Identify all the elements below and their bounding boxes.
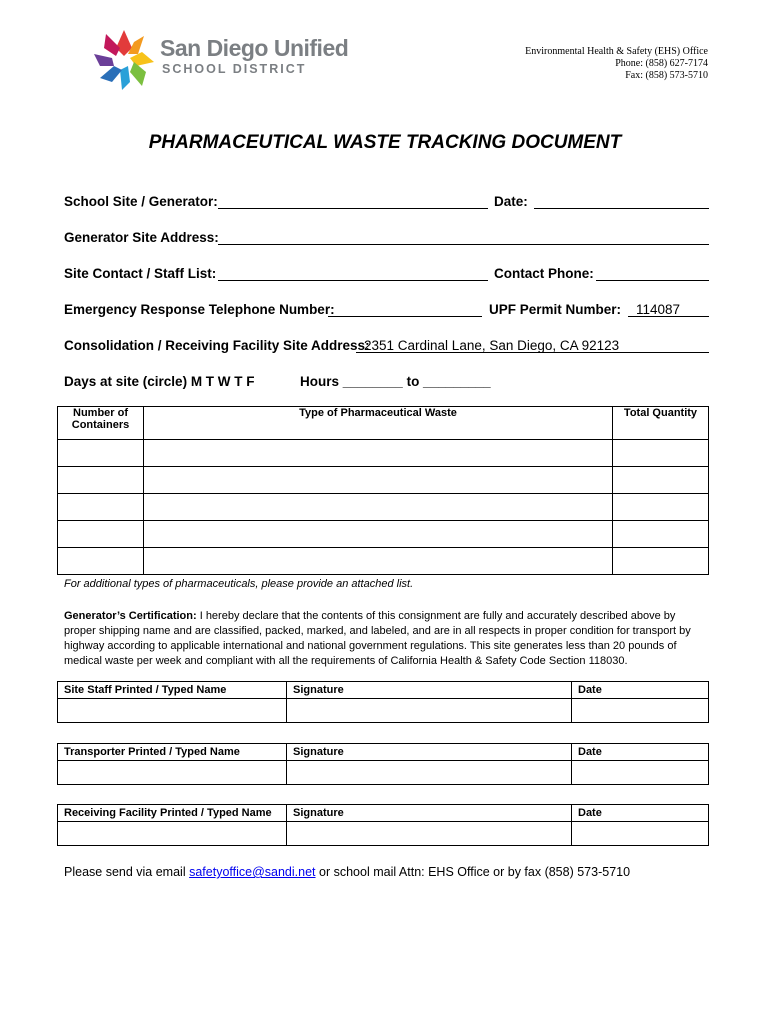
receiving-signature-field[interactable] <box>287 822 572 846</box>
receiving-signature-header: Signature <box>287 805 572 822</box>
site-contact-label: Site Contact / Staff List: <box>64 266 217 281</box>
certification-text: I hereby declare that the contents of this consignment are fully and accurately described above by proper shipping name and are classified, packed, marked, and labeled, and are in all respects in proper condition for transport by highway according to applicable international and national government regulations. This site generates less than 20 pounds of medical waste per week and compliant with all the requirements of California Health & Safety Code Section 118030. <box>64 610 691 667</box>
additional-note: For additional types of pharmaceuticals, please provide an attached list. <box>64 578 414 590</box>
office-phone: Phone: (858) 627-7174 <box>615 58 708 69</box>
emergency-phone-field[interactable] <box>328 316 482 317</box>
transporter-signature-header: Signature <box>287 744 572 761</box>
transporter-signature-table <box>57 743 709 785</box>
site-staff-date-field[interactable] <box>572 699 709 723</box>
table-row[interactable] <box>58 440 709 467</box>
school-site-field[interactable] <box>218 208 488 209</box>
school-site-label: School Site / Generator: <box>64 194 218 209</box>
site-contact-field[interactable] <box>218 280 488 281</box>
site-staff-signature-field[interactable] <box>287 699 572 723</box>
address-label: Generator Site Address: <box>64 230 219 245</box>
transporter-signature-field[interactable] <box>287 761 572 785</box>
footer-suffix: or school mail Attn: EHS Office or by fax (858) 573-5710 <box>319 865 631 879</box>
receiving-name-header: Receiving Facility Printed / Typed Name <box>58 805 287 822</box>
address-field[interactable] <box>218 244 709 245</box>
date-field[interactable] <box>534 208 709 209</box>
footer-prefix: Please send via email <box>64 865 186 879</box>
site-staff-signature-header: Signature <box>287 682 572 699</box>
transporter-name-field[interactable] <box>58 761 287 785</box>
receiving-date-field[interactable] <box>572 822 709 846</box>
transporter-date-header: Date <box>572 744 709 761</box>
office-name: Environmental Health & Safety (EHS) Office <box>525 46 708 57</box>
receiving-date-header: Date <box>572 805 709 822</box>
table-row[interactable] <box>58 548 709 575</box>
site-staff-signature-table <box>57 681 709 723</box>
footer-instructions <box>64 865 630 879</box>
col-number-containers: Number of Containers <box>58 407 144 440</box>
table-row[interactable] <box>58 494 709 521</box>
generator-certification <box>64 609 704 669</box>
table-row[interactable] <box>58 521 709 548</box>
site-staff-date-header: Date <box>572 682 709 699</box>
receiving-name-field[interactable] <box>58 822 287 846</box>
waste-table <box>57 406 709 575</box>
office-contact <box>525 46 708 82</box>
upf-permit-label: UPF Permit Number: <box>489 302 622 317</box>
contact-phone-field[interactable] <box>596 280 709 281</box>
date-label: Date: <box>494 194 528 209</box>
org-name: San Diego Unified <box>160 35 349 61</box>
transporter-name-header: Transporter Printed / Typed Name <box>58 744 287 761</box>
consolidation-value: 2351 Cardinal Lane, San Diego, CA 92123 <box>364 338 620 353</box>
transporter-date-field[interactable] <box>572 761 709 785</box>
emergency-phone-label: Emergency Response Telephone Number: <box>64 302 335 317</box>
consolidation-label: Consolidation / Receiving Facility Site Address: <box>64 338 370 353</box>
document-title: PHARMACEUTICAL WASTE TRACKING DOCUMENT <box>148 132 622 153</box>
days-at-site-label[interactable]: Days at site (circle) M T W T F <box>64 374 255 389</box>
site-staff-name-header: Site Staff Printed / Typed Name <box>58 682 287 699</box>
office-fax: Fax: (858) 573-5710 <box>625 70 708 81</box>
org-subtitle: SCHOOL DISTRICT <box>162 62 307 76</box>
district-logo-icon <box>92 28 156 92</box>
col-total-quantity: Total Quantity <box>613 407 709 440</box>
col-waste-type: Type of Pharmaceutical Waste <box>144 407 613 440</box>
email-link[interactable]: safetyoffice@sandi.net <box>189 865 316 879</box>
receiving-facility-signature-table <box>57 804 709 846</box>
hours-label[interactable]: Hours ________ to _________ <box>300 374 491 389</box>
contact-phone-label: Contact Phone: <box>494 266 594 281</box>
table-row[interactable] <box>58 467 709 494</box>
site-staff-name-field[interactable] <box>58 699 287 723</box>
upf-permit-value: 114087 <box>636 302 681 317</box>
certification-label: Generator’s Certification: <box>64 610 197 622</box>
